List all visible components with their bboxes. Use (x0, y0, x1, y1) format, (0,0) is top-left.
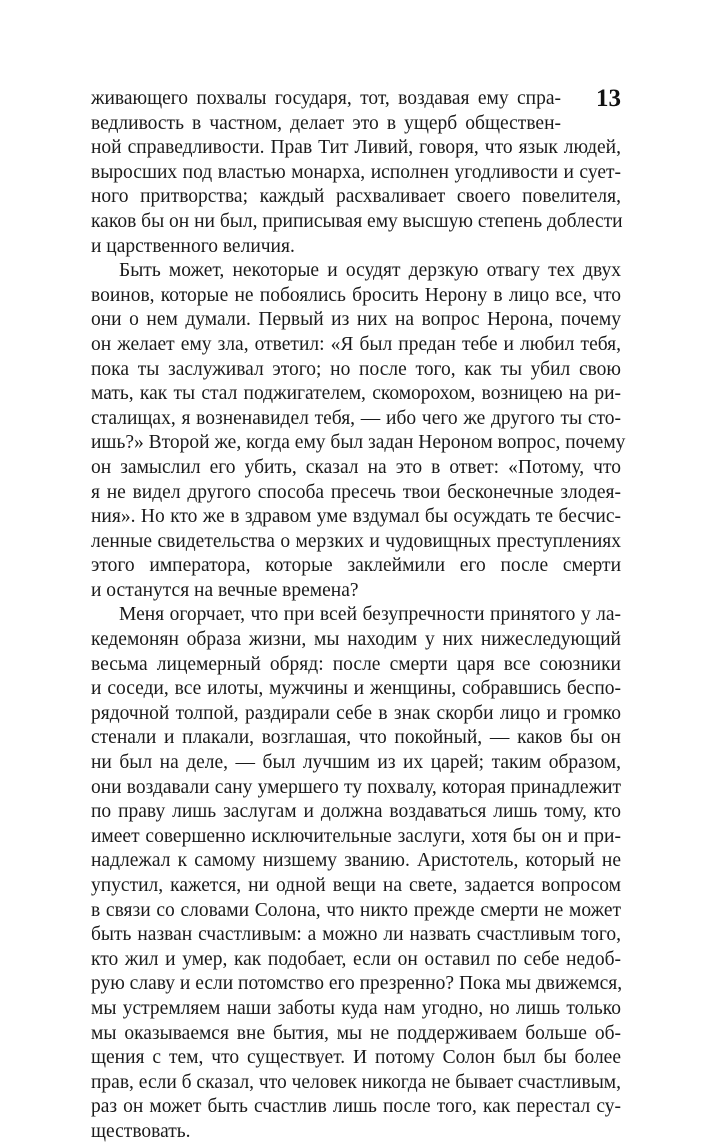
text-line: надлежал к самому низшему званию. Аристотель, который не (91, 850, 621, 872)
text-line: воинов, которые не побоялись бросить Нерону в лицо все, что (91, 284, 621, 306)
text-line: прав, если б сказал, что человек никогда не бывает счастливым, (91, 1071, 622, 1093)
text-line: кедемонян образа жизни, мы находим у них нижеследующий (91, 629, 621, 651)
text-line: я не видел другого способа пресечь твои бесконечные злодея- (91, 481, 621, 503)
text-line: весьма лицемерный обряд: после смерти царя все союзники (91, 653, 621, 675)
text-line: по праву лишь заслугам и должна воздаваться лишь тому, кто (91, 801, 621, 823)
text-line: упустил, кажется, ни одной вещи на свете, задается вопросом (91, 875, 621, 896)
text-line: имеет совершенно исключительные заслуги, хотя бы он и при- (91, 825, 621, 847)
text-line: ишь?» Второй же, когда ему был задан Нероном вопрос, почему (91, 432, 626, 454)
text-line: Быть может, некоторые и осудят дерзкую отвагу тех двух (119, 260, 621, 282)
text-line: ния». Но кто же в здравом уме вздумал бы осуждать те бесчис- (91, 506, 621, 528)
paragraph (91, 87, 621, 259)
text-line: ществовать. (91, 1120, 191, 1142)
text-line: живающего похвалы государя, тот, воздавая ему спра- (91, 88, 561, 109)
text-line: рую славу и если потомство его презренно? Пока мы движемся, (91, 973, 623, 995)
text-line: в связи со словами Солона, что никто прежде смерти не может (91, 899, 621, 921)
text-line: каков бы он ни был, приписывая ему высшую степень доблести (91, 210, 623, 232)
text-line: он замыслил его убить, сказал на это в ответ: «Потому, что (91, 456, 621, 478)
page-number: 13 (596, 85, 621, 112)
text-line: щения с тем, что существует. И потому Солон был бы более (91, 1047, 621, 1069)
text-line: мы устремляем наши заботы куда нам угодно, но лишь только (91, 997, 621, 1019)
text-line: мать, как ты стал поджигателем, скоморохом, возницею на ри- (91, 383, 621, 405)
text-line: раз он может быть счастлив лишь после того, как перестал су- (91, 1096, 621, 1118)
text-line: они о нем думали. Первый из них на вопрос Нерона, почему (91, 309, 621, 331)
paragraph (91, 259, 626, 603)
text-line: ведливость в частном, делает это в ущерб обществен- (91, 112, 561, 134)
body-text (91, 87, 626, 1145)
text-line: они воздавали сану умершего ту похвалу, которая принадлежит (91, 776, 621, 798)
text-line: рядочной толпой, раздирали себе в знак скорби лицо и громко (91, 702, 621, 724)
text-line: быть назван счастливым: а можно ли назвать счастливым того, (91, 924, 621, 946)
text-line: ни был на деле, — был лучшим из их царей; таким образом, (91, 752, 621, 774)
text-line: и царственного величия. (91, 235, 295, 257)
text-line: ленные свидетельства о мерзких и чудовищных преступлениях (91, 530, 621, 552)
text-line: мы оказываемся вне бытия, мы не поддерживаем больше об- (91, 1022, 621, 1044)
text-line: и соседи, все илоты, мужчины и женщины, собравшись беспо- (91, 678, 621, 700)
text-line: этого императора, которые заклеймили его после смерти (91, 555, 621, 577)
text-line: сталищах, я возненавидел тебя, — ибо чего же другого ты сто- (91, 407, 621, 429)
paragraph (91, 603, 621, 1144)
text-line: кто жил и умер, как подобает, если он оставил по себе недоб- (91, 948, 621, 970)
text-line: он желает ему зла, ответил: «Я был предан тебе и любил тебя, (91, 333, 621, 355)
text-line: стенали и плакали, возглашая, что покойный, — каков бы он (91, 727, 621, 749)
text-line: Меня огорчает, что при всей безупречности принятого у ла- (119, 604, 621, 626)
text-line: ной справедливости. Прав Тит Ливий, говоря, что язык людей, (91, 137, 621, 159)
text-line: ного притворства; каждый расхваливает своего повелителя, (91, 186, 621, 208)
text-line: выросших под властью монарха, исполнен угодливости и сует- (91, 161, 621, 183)
text-line: и останутся на вечные времена? (91, 579, 359, 601)
text-line: пока ты заслуживал этого; но после того, как ты убил свою (91, 358, 621, 380)
